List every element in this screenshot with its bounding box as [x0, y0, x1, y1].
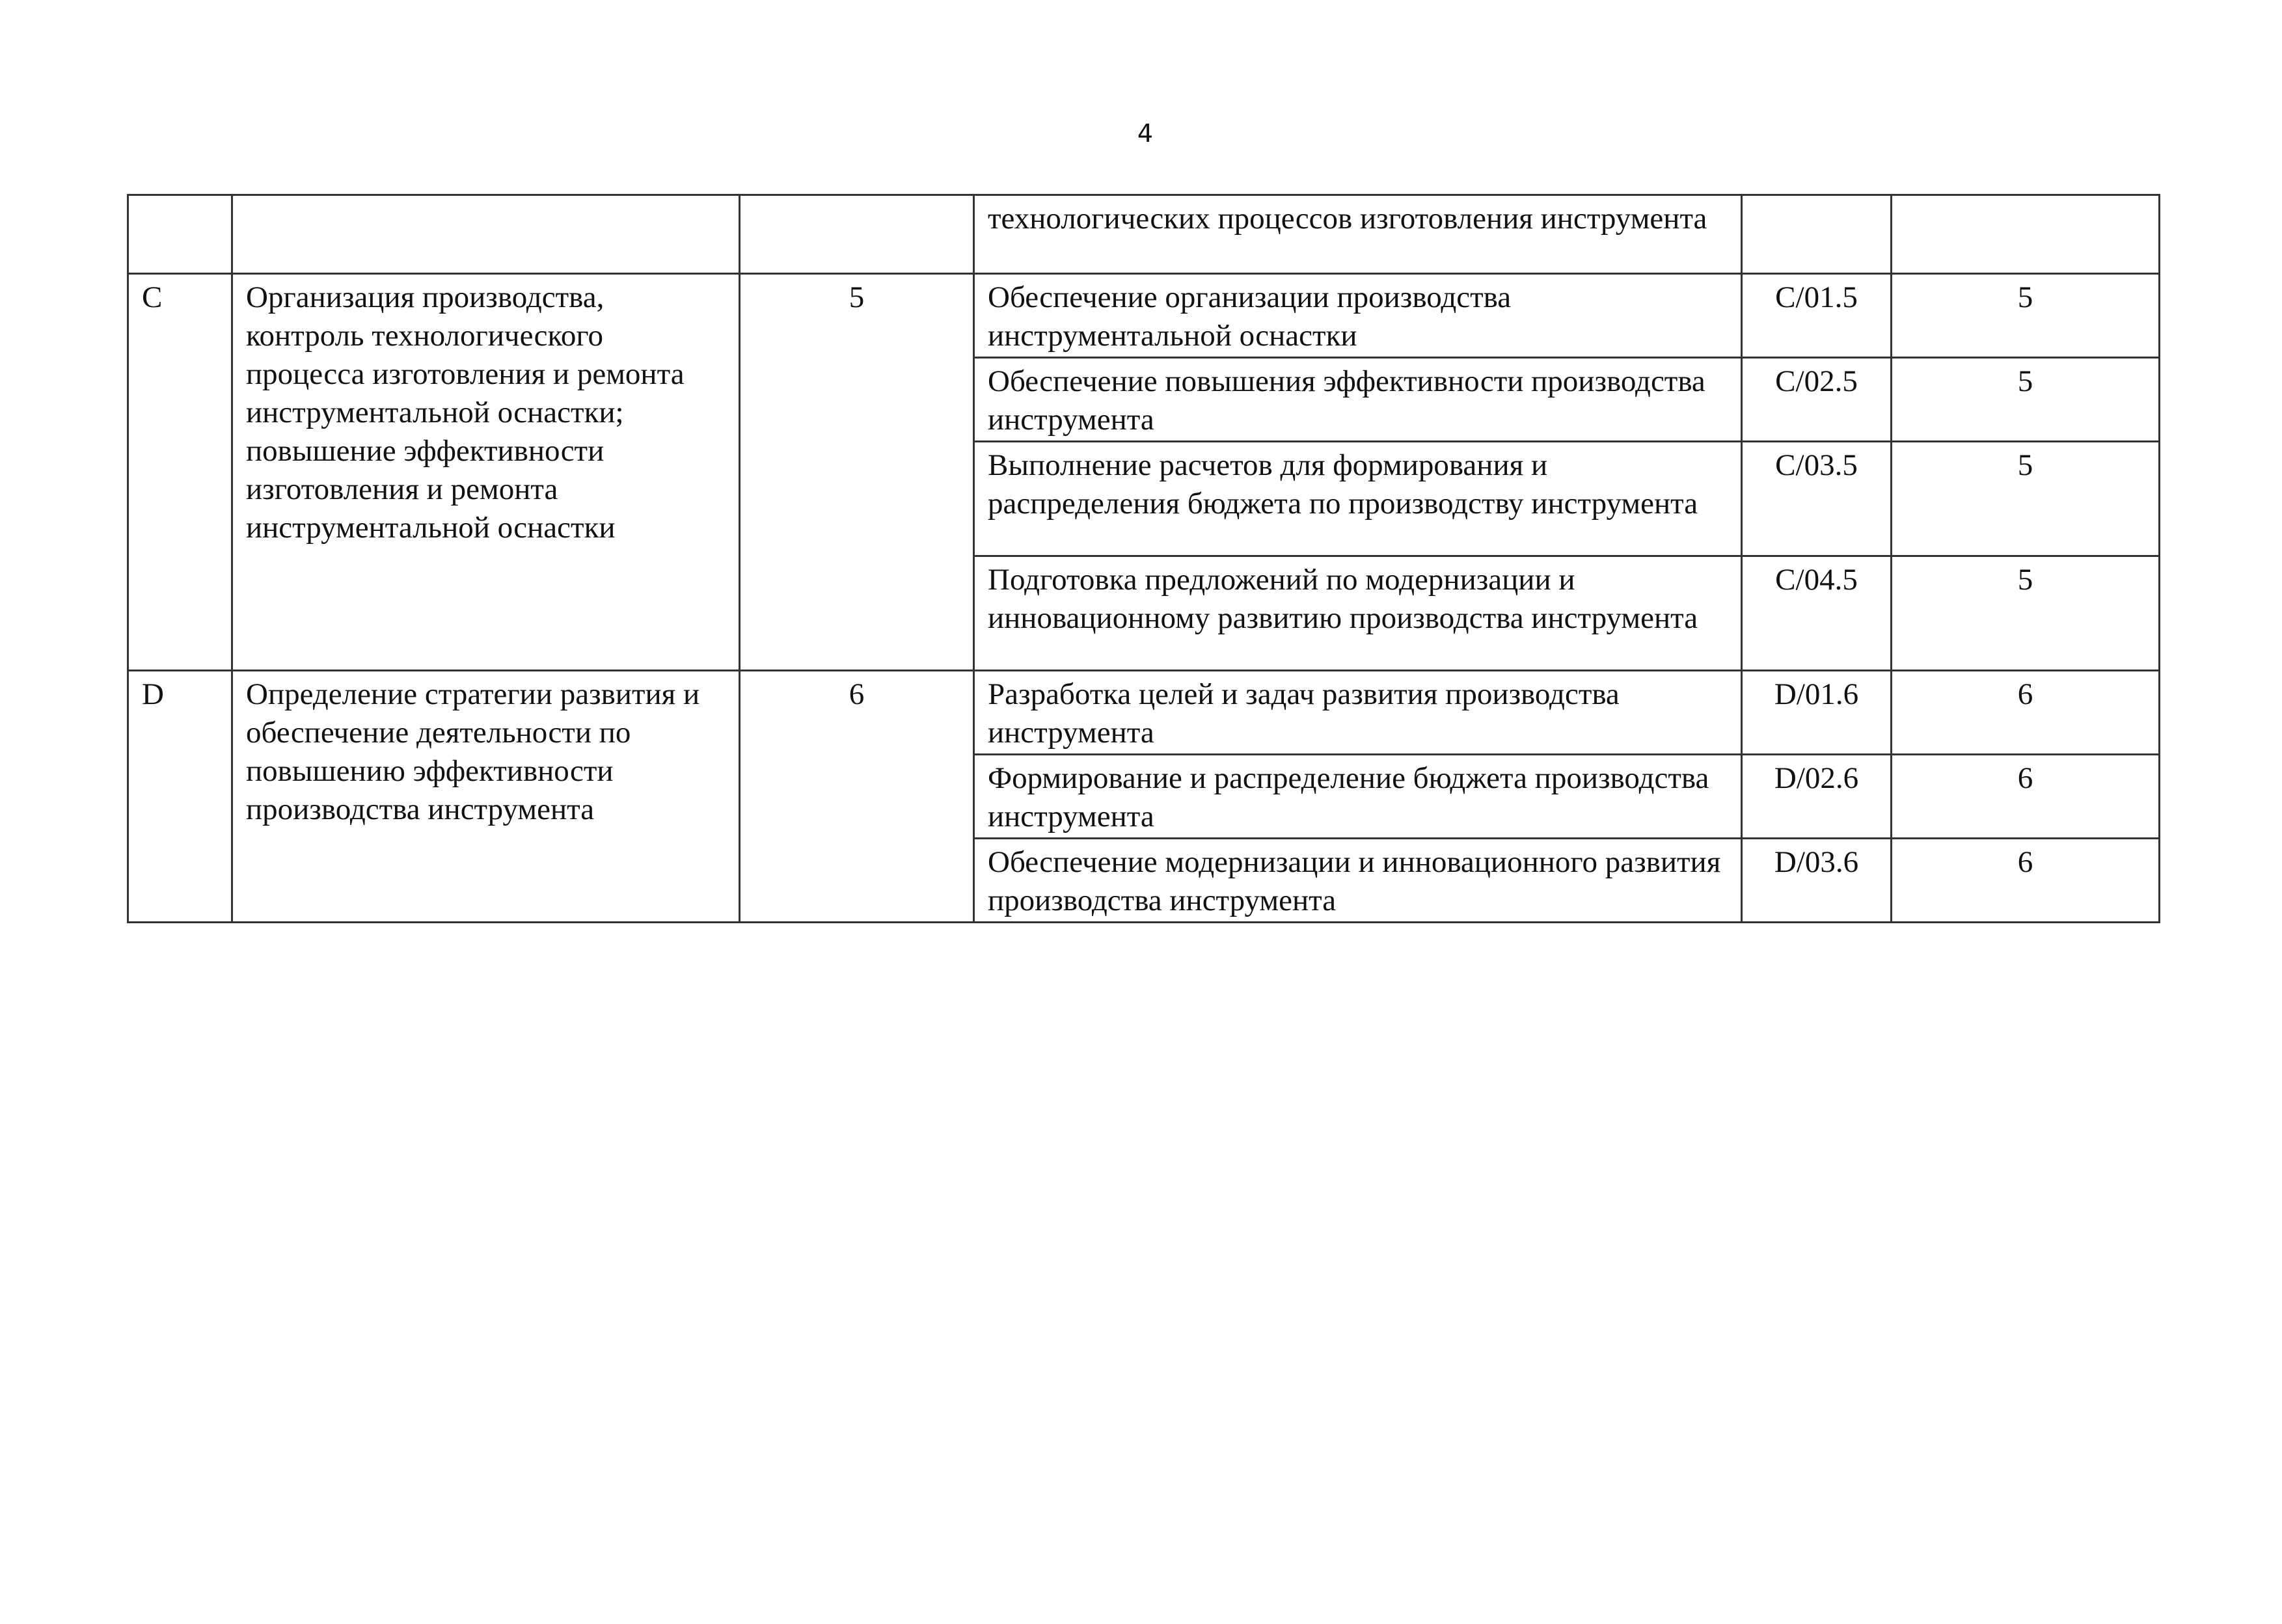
function-name-cell: Формирование и распределение бюджета производства инструмента: [974, 755, 1742, 839]
function-name-cell: Выполнение расчетов для формирования и распределения бюджета по производству инструмента: [974, 442, 1742, 556]
function-level-cell: 6: [1892, 671, 2160, 755]
generalized-function-code: C: [128, 274, 232, 671]
function-level-cell: 5: [1892, 274, 2160, 358]
function-code-cell: C/03.5: [1742, 442, 1892, 556]
generalized-function-code: D: [128, 671, 232, 923]
function-level-cell: 5: [1892, 442, 2160, 556]
cell-empty: [740, 195, 974, 274]
function-code-cell: C/01.5: [1742, 274, 1892, 358]
function-name-cell: Разработка целей и задач развития производства инструмента: [974, 671, 1742, 755]
page-number: 4: [1137, 119, 1154, 148]
function-code-cell: D/03.6: [1742, 839, 1892, 923]
function-name-cell: технологических процессов изготовления инструмента: [974, 195, 1742, 274]
function-level-cell: 6: [1892, 839, 2160, 923]
function-level-cell: 5: [1892, 358, 2160, 442]
function-name-cell: Обеспечение модернизации и инновационного развития производства инструмента: [974, 839, 1742, 923]
function-level-cell: 5: [1892, 556, 2160, 671]
function-name-cell: Подготовка предложений по модернизации и инновационному развитию производства инструмента: [974, 556, 1742, 671]
table-row: [128, 274, 2160, 358]
function-code-cell: C/04.5: [1742, 556, 1892, 671]
table-row-continuation: [128, 195, 2160, 274]
qualification-level: 6: [740, 671, 974, 923]
function-code-cell: D/02.6: [1742, 755, 1892, 839]
generalized-function-name: Определение стратегии развития и обеспечение деятельности по повышению эффективности производства инструмента: [232, 671, 740, 923]
cell-empty: [1892, 195, 2160, 274]
function-level-cell: 6: [1892, 755, 2160, 839]
cell-empty: [128, 195, 232, 274]
function-name-cell: Обеспечение повышения эффективности производства инструмента: [974, 358, 1742, 442]
qualification-level: 5: [740, 274, 974, 671]
cell-empty: [1742, 195, 1892, 274]
table-row: [128, 671, 2160, 755]
functions-table: [127, 194, 2160, 923]
function-name-cell: Обеспечение организации производства инструментальной оснастки: [974, 274, 1742, 358]
generalized-function-name: Организация производства, контроль технологического процесса изготовления и ремонта инструментальной оснастки; повышение эффективности изготовления и ремонта инструментальной оснастки: [232, 274, 740, 671]
function-code-cell: D/01.6: [1742, 671, 1892, 755]
function-code-cell: C/02.5: [1742, 358, 1892, 442]
cell-empty: [232, 195, 740, 274]
